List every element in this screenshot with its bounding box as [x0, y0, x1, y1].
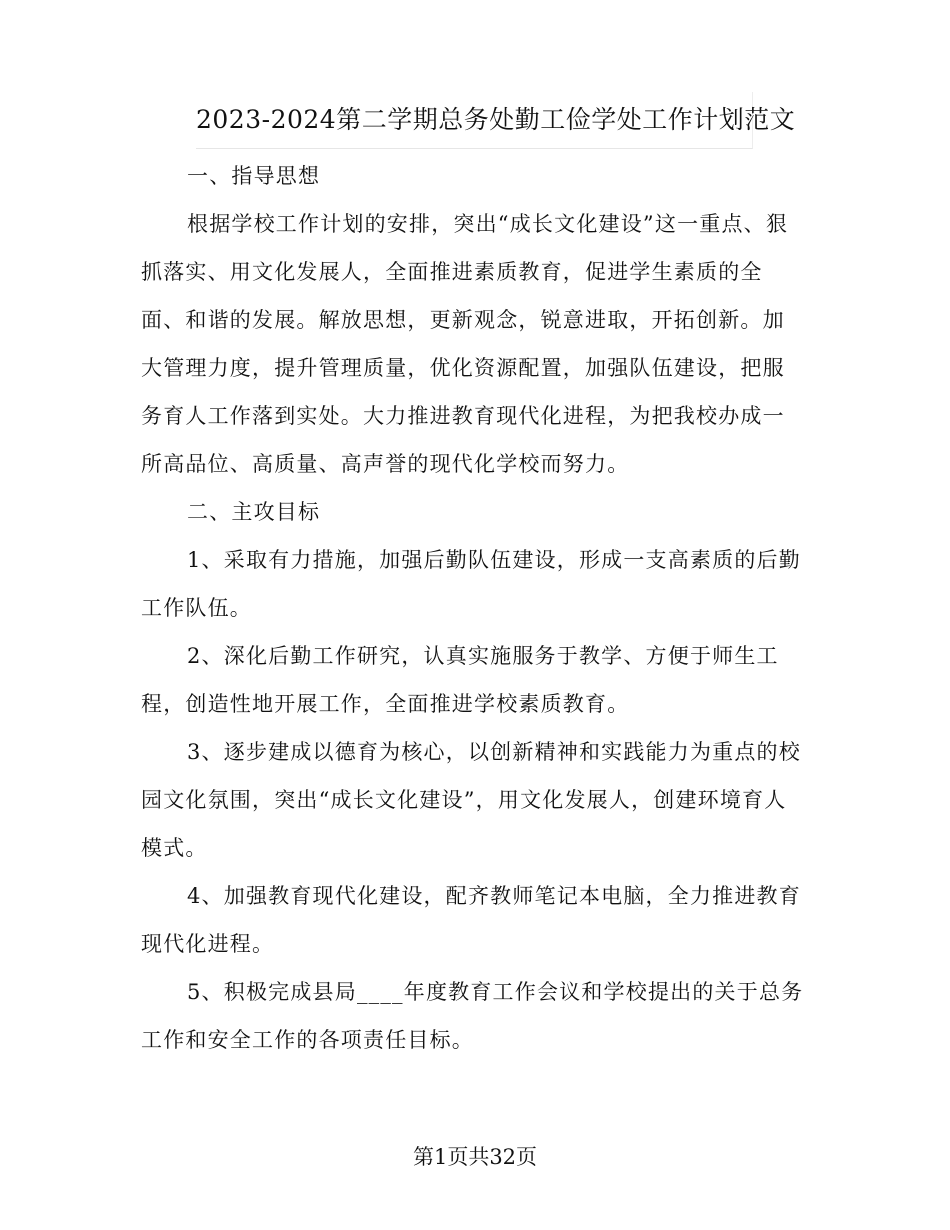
- goal-item-5: 5、积极完成县局____年度教育工作会议和学校提出的关于总务工作和安全工作的各项责任目标。: [141, 980, 804, 1052]
- goal-item-2: 2、深化后勤工作研究，认真实施服务于教学、方便于师生工程，创造性地开展工作，全面推进学校素质教育。: [141, 644, 779, 716]
- goal-item-3: 3、逐步建成以德育为核心，以创新精神和实践能力为重点的校园文化氛围，突出“成长文化建设”，用文化发展人，创建环境育人模式。: [141, 740, 801, 860]
- page-number-footer: 第1页共32页: [412, 1145, 538, 1169]
- goal-item-1: 1、采取有力措施，加强后勤队伍建设，形成一支高素质的后勤工作队伍。: [141, 548, 801, 620]
- document-title: 2023-2024第二学期总务处勤工俭学处工作计划范文: [196, 105, 796, 134]
- section-heading-guiding-thought: 一、指导思想: [187, 164, 321, 188]
- goal-item-4: 4、加强教育现代化建设，配齐教师笔记本电脑，全力推进教育现代化进程。: [141, 884, 801, 956]
- section-heading-main-goals: 二、主攻目标: [187, 500, 321, 524]
- document-body: [141, 152, 806, 1064]
- title-box: [196, 92, 796, 149]
- paragraph-guiding-thought: 根据学校工作计划的安排，突出“成长文化建设”这一重点、狠抓落实、用文化发展人，全面推进素质教育，促进学生素质的全面、和谐的发展。解放思想，更新观念，锐意进取，开拓创新。加大管理力度，提升管理质量，优化资源配置，加强队伍建设，把服务育人工作落到实处。大力推进教育现代化进程，为把我校办成一所高品位、高质量、高声誉的现代化学校而努力。: [141, 212, 789, 476]
